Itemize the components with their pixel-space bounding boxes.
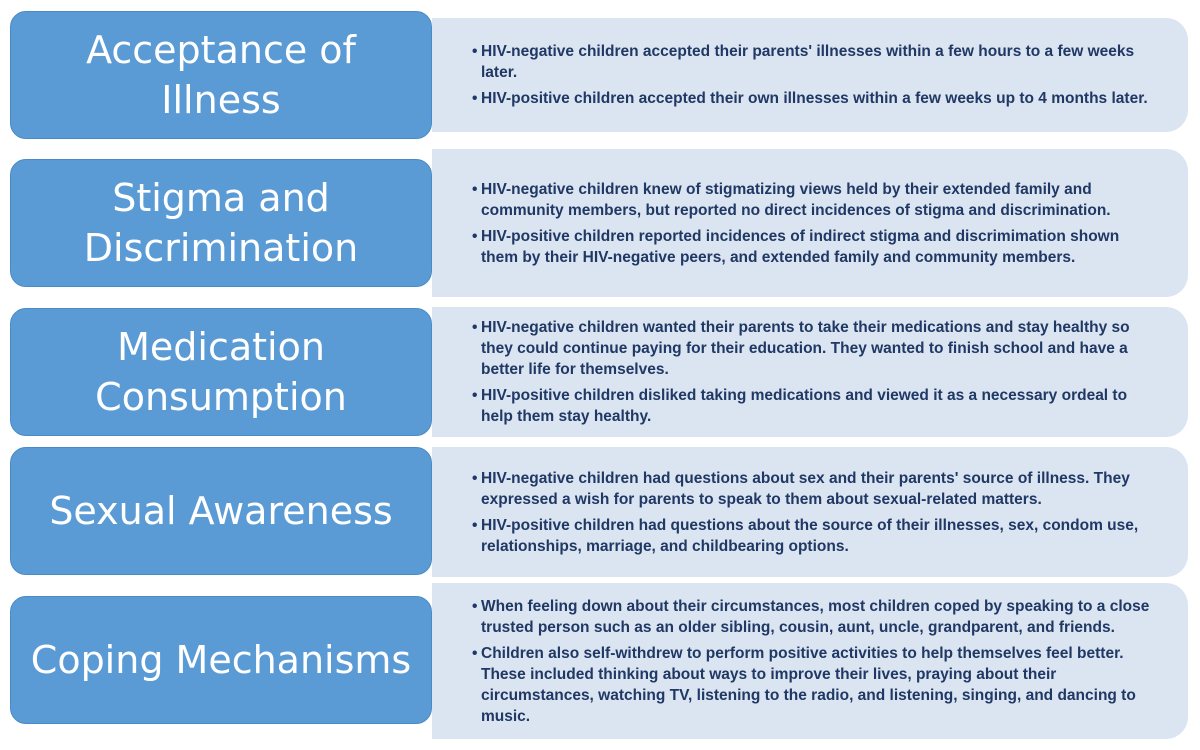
theme-title: Coping Mechanisms bbox=[30, 638, 412, 682]
theme-label-sexual-awareness bbox=[10, 447, 432, 575]
bullet-item bbox=[472, 41, 1158, 83]
bullet-text: HIV-negative children knew of stigmatizing views held by their extended family and community members, but reported no direct incidences of stigma and discrimination. bbox=[481, 180, 1111, 219]
bullet-text: HIV-negative children wanted their parents to take their medications and stay healthy so they could continue paying for their education. They wanted to finish school and have a better life for themselves. bbox=[481, 319, 1130, 378]
theme-panel-medication-consumption bbox=[432, 307, 1188, 437]
bullet-text: Children also self-withdrew to perform positive activities to help themselves feel better. These included thinking about ways to improve their lives, praying about their circumstances, watching TV, listening to the radio, and listening, singing, and dancing to music. bbox=[481, 644, 1136, 725]
bullet-text: When feeling down about their circumstances, most children coped by speaking to a close trusted person such as an older sibling, cousin, aunt, uncle, grandparent, and friends. bbox=[481, 597, 1150, 636]
theme-label-coping-mechanisms bbox=[10, 596, 432, 724]
bullet-item bbox=[472, 179, 1158, 221]
theme-panel-stigma-and-discrimination bbox=[432, 149, 1188, 297]
bullet-icon: • bbox=[472, 227, 478, 245]
bullet-icon: • bbox=[472, 180, 478, 198]
bullet-text: HIV-positive children reported incidences of indirect stigma and discrimimation shown them by their HIV-negative peers, and extended family and community members. bbox=[481, 227, 1120, 266]
bullet-item bbox=[472, 515, 1158, 557]
theme-label-acceptance-of-illness bbox=[10, 11, 432, 139]
bullet-icon: • bbox=[472, 469, 478, 487]
theme-label-stigma-and-discrimination bbox=[10, 159, 432, 287]
theme-title: Sexual Awareness bbox=[49, 489, 393, 533]
bullet-text: HIV-negative children accepted their parents' illnesses within a few hours to a few weeks later. bbox=[481, 43, 1135, 81]
bullet-text: HIV-positive children accepted their own illnesses within a few weeks up to 4 months later. bbox=[481, 90, 1148, 107]
bullet-icon: • bbox=[472, 516, 478, 534]
theme-panel-coping-mechanisms bbox=[432, 583, 1188, 739]
theme-title: Acceptance of Illness bbox=[86, 28, 356, 122]
theme-panel-acceptance-of-illness bbox=[432, 18, 1188, 132]
bullet-icon: • bbox=[472, 319, 478, 336]
bullet-icon: • bbox=[472, 90, 478, 107]
bullet-icon: • bbox=[472, 387, 478, 404]
bullet-item bbox=[472, 596, 1158, 638]
bullet-icon: • bbox=[472, 597, 478, 615]
bullet-item bbox=[472, 468, 1158, 510]
bullet-item bbox=[472, 385, 1158, 427]
bullet-item bbox=[472, 88, 1158, 109]
bullet-item bbox=[472, 643, 1158, 727]
bullet-item bbox=[472, 226, 1158, 268]
bullet-item bbox=[472, 317, 1158, 380]
theme-panel-sexual-awareness bbox=[432, 447, 1188, 577]
bullet-text: HIV-positive children had questions about the source of their illnesses, sex, condom use, relationships, marriage, and childbearing options. bbox=[481, 516, 1139, 555]
bullet-text: HIV-negative children had questions about sex and their parents' source of illness. They expressed a wish for parents to speak to them about sexual-related matters. bbox=[481, 469, 1130, 508]
theme-title: Medication Consumption bbox=[95, 325, 347, 419]
theme-title: Stigma and Discrimination bbox=[83, 176, 359, 270]
bullet-icon: • bbox=[472, 644, 478, 662]
bullet-text: HIV-positive children disliked taking medications and viewed it as a necessary ordeal to help them stay healthy. bbox=[481, 387, 1128, 425]
bullet-icon: • bbox=[472, 43, 478, 60]
theme-label-medication-consumption bbox=[10, 308, 432, 436]
